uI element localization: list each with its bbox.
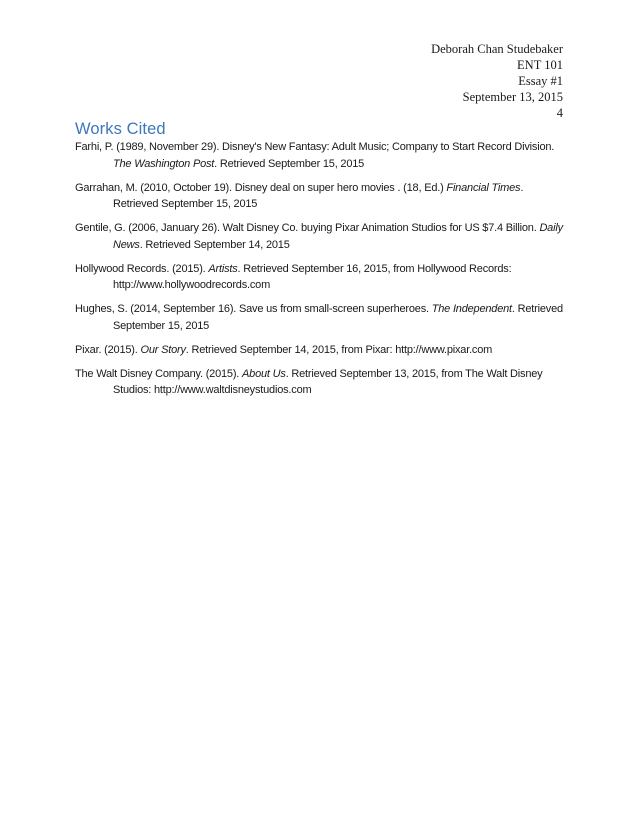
reference-list [75, 139, 565, 406]
reference-text: Gentile, G. (2006, January 26). Walt Disney Co. buying Pixar Animation Studios for US $7.4 Billion. [75, 222, 540, 234]
reference-text: Farhi, P. (1989, November 29). Disney's New Fantasy: Adult Music; Company to Start Record Division. [75, 141, 555, 153]
header-assignment: Essay #1 [518, 74, 563, 88]
reference-source-title: Our Story [140, 343, 186, 356]
running-header [431, 41, 563, 121]
reference-text: . Retrieved September 16, 2015, from Hollywood Records: http://www.hollywoodrecords.com [113, 262, 512, 291]
reference-text: The Walt Disney Company. (2015). [75, 367, 243, 380]
header-date: September 13, 2015 [462, 90, 563, 104]
reference-text: . Retrieved September 15, 2015 [113, 303, 563, 332]
reference-source-title: The Washington Post [113, 157, 215, 170]
reference-source-title: Artists [208, 262, 238, 275]
reference-entry [75, 342, 565, 359]
reference-text: Hollywood Records. (2015). [75, 262, 209, 275]
reference-text: . Retrieved September 14, 2015 [139, 238, 290, 251]
reference-entry [75, 261, 565, 294]
reference-entry [75, 220, 565, 253]
reference-source-title: About Us [242, 367, 286, 380]
reference-text: . Retrieved September 15, 2015 [214, 157, 365, 170]
reference-entry [75, 139, 565, 172]
header-course: ENT 101 [517, 58, 563, 72]
reference-text: . Retrieved September 13, 2015, from The Walt Disney Studios: http://www.waltdisneystudios.com [113, 367, 543, 396]
reference-text: . Retrieved September 15, 2015 [113, 181, 524, 210]
reference-text: Garrahan, M. (2010, October 19). Disney deal on super hero movies . (18, Ed.) [75, 181, 447, 194]
reference-source-title: Financial Times [446, 181, 521, 194]
reference-text: Pixar. (2015). [75, 343, 141, 356]
reference-text: . Retrieved September 14, 2015, from Pixar: http://www.pixar.com [185, 343, 493, 356]
reference-source-title: Daily News [113, 222, 563, 251]
reference-entry [75, 180, 565, 213]
header-page-number: 4 [556, 106, 563, 120]
reference-source-title: The Independent [431, 303, 512, 315]
reference-entry [75, 366, 565, 399]
reference-text: Hughes, S. (2014, September 16). Save us from small-screen superheroes. [75, 303, 432, 315]
header-author: Deborah Chan Studebaker [431, 42, 563, 56]
works-cited-heading: Works Cited [75, 120, 166, 138]
reference-entry [75, 301, 565, 334]
